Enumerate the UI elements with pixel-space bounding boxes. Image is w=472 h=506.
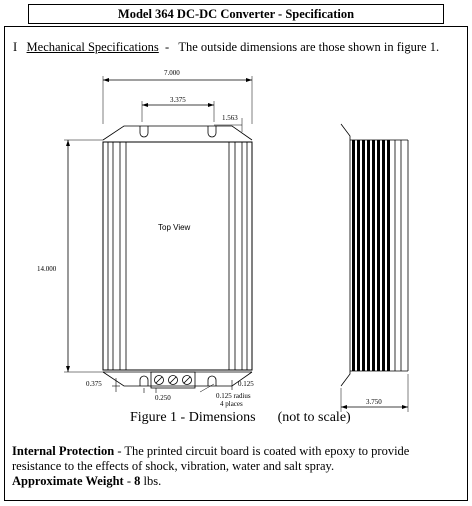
dim-width: 7.000 bbox=[164, 69, 180, 77]
dim-radius: 0.125 radius bbox=[216, 392, 251, 400]
weight-sep: - bbox=[123, 474, 135, 488]
top-view-label: Top View bbox=[158, 223, 191, 232]
weight-label: Approximate Weight bbox=[12, 474, 124, 488]
figure-caption bbox=[130, 410, 351, 426]
weight-note bbox=[12, 474, 460, 489]
protection-text: - The printed circuit board is coated with epoxy to provide resistance to the effects of shock, vibration, water and salt spray. bbox=[12, 444, 410, 473]
weight-value: 8 bbox=[134, 474, 141, 488]
caption-text: Figure 1 - Dimensions bbox=[130, 410, 256, 425]
section-title: Mechanical Specifications bbox=[26, 40, 159, 54]
dim-bottom-right: 0.125 bbox=[238, 380, 254, 388]
notes-paragraph bbox=[12, 444, 460, 489]
protection-label: Internal Protection bbox=[12, 444, 115, 458]
dim-tab: 1.563 bbox=[222, 114, 238, 122]
dim-places: 4 places bbox=[220, 400, 243, 408]
section-separator: - bbox=[161, 40, 173, 54]
dim-hole: 0.250 bbox=[155, 394, 171, 402]
caption-note: (not to scale) bbox=[277, 410, 351, 425]
dim-depth: 3.750 bbox=[366, 398, 382, 406]
dim-inner: 3.375 bbox=[170, 96, 186, 104]
protection-note bbox=[12, 444, 460, 474]
page-title: Model 364 DC-DC Converter - Specification bbox=[28, 4, 444, 24]
weight-unit: lbs. bbox=[140, 474, 162, 488]
section-number: I bbox=[13, 40, 18, 54]
dim-bottom-left: 0.375 bbox=[86, 380, 102, 388]
dim-height: 14.000 bbox=[37, 265, 57, 273]
section-text: The outside dimensions are those shown in figure 1. bbox=[178, 40, 440, 54]
